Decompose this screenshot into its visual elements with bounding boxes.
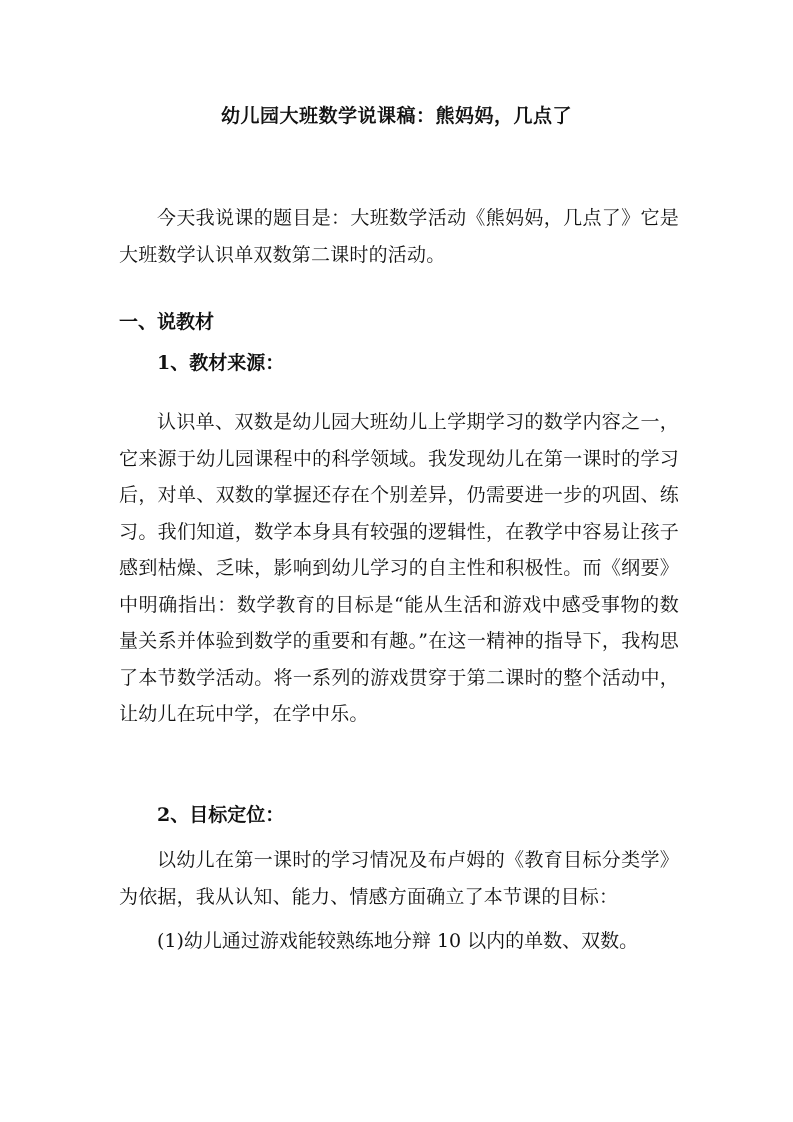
goal-setting-paragraph: 以幼儿在第一课时的学习情况及布卢姆的《教育目标分类学》为依据，我从认知、能力、情感方面确立了本节课的目标： [119,849,679,908]
goal-item-1: (1)幼儿通过游戏能较熟练地分辩 10 以内的单数、双数。 [157,930,639,952]
subsection-heading-material-source: 1、教材来源： [157,352,285,374]
section-heading-teaching-material: 一、说教材 [119,311,215,333]
intro-paragraph: 今天我说课的题目是：大班数学活动《熊妈妈，几点了》它是大班数学认识单双数第二课时的活动。 [119,207,679,266]
material-source-paragraph: 认识单、双数是幼儿园大班幼儿上学期学习的数学内容之一，它来源于幼儿园课程中的科学领域。我发现幼儿在第一课时的学习后，对单、双数的掌握还存在个别差异，仍需要进一步的巩固、练习。我们知道，数学本身具有较强的逻辑性，在教学中容易让孩子感到枯燥、乏味，影响到幼儿学习的自主性和积极性。而《纲要》中明确指出：数学教育的目标是“能从生活和游戏中感受事物的数量关系并体验到数学的重要和有趣。”在这一精神的指导下，我构思了本节数学活动。将一系列的游戏贯穿于第二课时的整个活动中，让幼儿在玩中学，在学中乐。 [119,411,679,725]
document-title: 幼儿园大班数学说课稿：熊妈妈，几点了 [220,105,572,127]
subsection-heading-goal-setting: 2、目标定位： [157,804,285,826]
